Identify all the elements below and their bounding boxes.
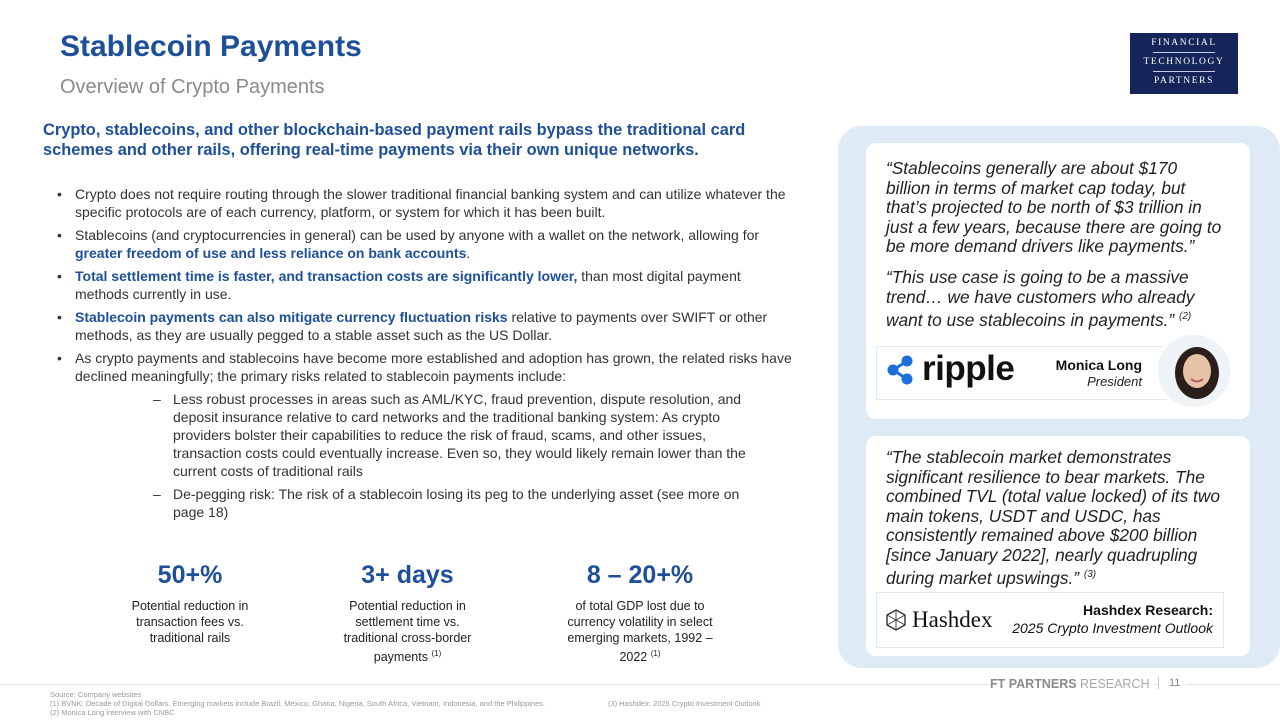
bullet-text: than most digital payment methods currently in use. (75, 268, 741, 302)
stat-description: Potential reduction in settlement time vs. traditional cross-border payments $^{(1)}$ (343, 599, 472, 665)
footnote-2: (2) Monica Long interview with CNBC (50, 708, 175, 717)
stat-value: 50+% (157, 561, 223, 589)
bullet-item (55, 226, 795, 262)
stat-value: 3+ days (361, 561, 454, 589)
bullet-text: . (466, 245, 471, 261)
bullet-text: relative to payments over SWIFT or other methods, as they are usually pegged to a stable asset such as the US Dollar. (75, 309, 768, 343)
ripple-logo-text: ripple (922, 349, 1015, 388)
bullet-item (55, 267, 795, 303)
bullet-item (55, 185, 795, 221)
ripple-icon (886, 353, 916, 387)
person-role: President (1087, 374, 1142, 389)
avatar (1155, 332, 1233, 410)
footnote-ref: (3) (1083, 569, 1097, 580)
logo-line-2: TECHNOLOGY (1143, 57, 1225, 67)
bullet-text: Crypto does not require routing through the slower traditional financial banking system and can utilize whatever the specific protocols are of each currency, platform, or system for which it has been built. (75, 186, 786, 220)
source-note: Source: Company websites (50, 690, 142, 699)
footnote-1: (1) BVNK: Decade of Digital Dollars. Emerging markets include Brazil, Mexico, Ghana, Nigeria, South Africa, Vietnam, Indonesia, and the Philippines. (50, 699, 546, 708)
bullet-item (55, 308, 795, 344)
ft-partners-logo (1130, 33, 1238, 94)
stat-fee-reduction (120, 558, 260, 646)
person-name: Monica Long (1055, 357, 1142, 373)
hashdex-logo-text: Hashdex (912, 607, 993, 632)
footnote-ref: (2) (1178, 311, 1192, 322)
stat-description: of total GDP lost due to currency volatility in select emerging markets, 1992 – 2022 $^{(1)}$ (567, 599, 713, 665)
footnote-ref: (1) (431, 649, 442, 658)
quote-text: “This use case is going to be a massive trend… we have customers who already want to use stablecoins in payments.” $^{(2)}$ (886, 267, 1195, 330)
logo-divider (1153, 52, 1215, 53)
source-title: 2025 Crypto Investment Outlook (1012, 620, 1213, 636)
lead-statement: Crypto, stablecoins, and other blockchain-based payment rails bypass the traditional card schemes and other rails, offering real-time payments via their own unique networks. (43, 121, 746, 159)
sub-bullet-list (75, 390, 795, 521)
logo-divider (1153, 71, 1215, 72)
logo-line-1: FINANCIAL (1151, 38, 1217, 48)
footnotes (50, 690, 545, 717)
page-title: Stablecoin Payments (60, 30, 362, 63)
quote-text: “The stablecoin market demonstrates significant resilience to bear markets. The combined TVL (total value locked) of its two main tokens, USDT and USDC, has consistently remained above $200 billion [since January 2022], nearly quadrupling during market upswings.” $^{(3)}$ (886, 447, 1220, 588)
quote-text: “Stablecoins generally are about $170 billion in terms of market cap today, but that’s projected to be north of $3 trillion in just a few years, because there are going to be more demand drivers like payments.” (886, 158, 1222, 256)
stat-settlement-time (330, 558, 485, 665)
page-subtitle: Overview of Crypto Payments (60, 76, 325, 98)
page-number: 11 (1158, 677, 1186, 689)
source-name: Hashdex Research: (1083, 602, 1213, 618)
stat-description: Potential reduction in transaction fees vs. traditional rails (131, 599, 249, 645)
bullet-text: Stablecoins (and cryptocurrencies in general) can be used by anyone with a wallet on the network, allowing for (75, 227, 760, 243)
stat-value: 8 – 20+% (586, 561, 694, 589)
bullet-list (55, 185, 795, 526)
footnote-ref: (1) (650, 649, 661, 658)
sub-bullet-item: – Less robust processes in areas such as AML/KYC, fraud prevention, dispute resolution, and deposit insurance relative to card networks and the traditional banking system: As crypto providers bolster their capabilities to reduce the risk of fraud, scams, and other issues, transaction costs could eventually increase. Even so, they would likely remain lower than the current costs of traditional rails (153, 390, 773, 480)
bullet-highlight: Total settlement time is faster, and transaction costs are significantly lower, (75, 268, 578, 284)
bullet-highlight: greater freedom of use and less reliance on bank accounts (75, 245, 467, 261)
footnote-3: (3) Hashdex: 2025 Crypto Investment Outlook (608, 699, 761, 708)
hashdex-icon (886, 609, 906, 631)
logo-line-3: PARTNERS (1154, 76, 1214, 86)
bullet-text: As crypto payments and stablecoins have become more established and adoption has grown, the related risks have declined meaningfully; the primary risks related to stablecoin payments include: (75, 350, 792, 384)
stat-gdp-loss (555, 558, 725, 665)
bullet-item (55, 349, 795, 521)
bullet-highlight: Stablecoin payments can also mitigate currency fluctuation risks (75, 309, 508, 325)
footer-brand: FT PARTNERS RESEARCH (990, 677, 1154, 691)
sub-bullet-item: – De-pegging risk: The risk of a stablecoin losing its peg to the underlying asset (see more on page 18) (153, 485, 773, 521)
